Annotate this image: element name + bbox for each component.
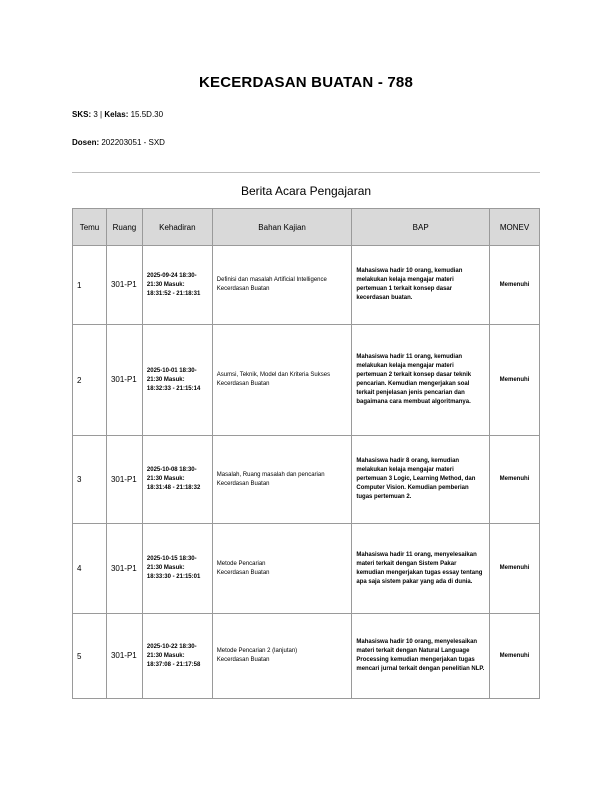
cell-bahan-kajian xyxy=(212,524,352,614)
cell-monev: Memenuhi xyxy=(490,614,540,699)
bahan-topic: Masalah, Ruang masalah dan pencarian xyxy=(216,471,325,478)
divider xyxy=(72,172,540,173)
cell-kehadiran: 2025-09-24 18:30-21:30 Masuk: 18:31:52 - 21:18:31 xyxy=(142,246,212,325)
bahan-course: Kecerdasan Buatan xyxy=(216,569,270,576)
cell-kehadiran: 2025-10-22 18:30-21:30 Masuk: 18:37:08 - 21:17:58 xyxy=(142,614,212,699)
cell-monev: Memenuhi xyxy=(490,436,540,524)
course-title: KECERDASAN BUATAN - 788 xyxy=(198,74,414,91)
cell-bap: Mahasiswa hadir 11 orang, kemudian melakukan kelaja mengajar materi pertemuan 2 terkait konsep dasar teknik pencarian. Kemudian mengerjakan soal terkait penjelasan jenis pencarian dan bagaimana cara membuat algoritmanya. xyxy=(352,325,490,436)
cell-bap: Mahasiswa hadir 8 orang, kemudian melakukan kelaja mengajar materi pertemuan 3 Logic, Learning Method, dan Computer Vision. Kemudian pemberian tugas pertemuan 2. xyxy=(352,436,490,524)
col-header-ruang: Ruang xyxy=(106,209,142,246)
cell-bap: Mahasiswa hadir 10 orang, menyelesaikan materi terkait dengan Natural Language Processing kemudian mengerjakan tugas mencari jurnal terkait dengan penelitian NLP. xyxy=(352,614,490,699)
cell-monev: Memenuhi xyxy=(490,325,540,436)
bahan-course: Kecerdasan Buatan xyxy=(216,480,270,487)
sks-kelas-line xyxy=(72,110,163,119)
col-header-bahan-kajian: Bahan Kajian xyxy=(212,209,352,246)
table-row xyxy=(73,325,540,436)
cell-ruang: 301-P1 xyxy=(106,246,142,325)
dosen-value: 202203051 - SXD xyxy=(101,138,165,147)
bap-table xyxy=(72,208,540,699)
bahan-course: Kecerdasan Buatan xyxy=(216,381,270,387)
bahan-topic: Asumsi, Teknik, Model dan Kriteria Sukses xyxy=(216,372,331,378)
cell-ruang: 301-P1 xyxy=(106,524,142,614)
col-header-temu: Temu xyxy=(73,209,107,246)
cell-ruang: 301-P1 xyxy=(106,436,142,524)
cell-kehadiran: 2025-10-01 18:30-21:30 Masuk: 18:32:33 - 21:15:14 xyxy=(142,325,212,436)
table-row xyxy=(73,436,540,524)
bahan-topic: Definisi dan masalah Artificial Intelligence xyxy=(216,277,327,283)
cell-kehadiran: 2025-10-08 18:30-21:30 Masuk: 18:31:48 - 21:18:32 xyxy=(142,436,212,524)
cell-kehadiran: 2025-10-15 18:30-21:30 Masuk: 18:33:30 - 21:15:01 xyxy=(142,524,212,614)
table-header-row xyxy=(73,209,540,246)
cell-bahan-kajian xyxy=(212,614,352,699)
cell-temu: 5 xyxy=(73,614,107,699)
cell-ruang: 301-P1 xyxy=(106,325,142,436)
cell-monev: Memenuhi xyxy=(490,524,540,614)
bahan-course: Kecerdasan Buatan xyxy=(216,657,270,663)
bahan-topic: Metode Pencarian xyxy=(216,560,266,567)
cell-temu: 3 xyxy=(73,436,107,524)
col-header-monev: MONEV xyxy=(490,209,540,246)
cell-bahan-kajian xyxy=(212,325,352,436)
col-header-kehadiran: Kehadiran xyxy=(142,209,212,246)
dosen-line xyxy=(72,138,165,147)
section-title: Berita Acara Pengajaran xyxy=(240,184,372,198)
table-row xyxy=(73,246,540,325)
cell-bap: Mahasiswa hadir 10 orang, kemudian melakukan kelaja mengajar materi pertemuan 1 terkait konsep dasar kecerdasan buatan. xyxy=(352,246,490,325)
cell-temu: 1 xyxy=(73,246,107,325)
kelas-value: 15.5D.30 xyxy=(130,110,164,119)
cell-ruang: 301-P1 xyxy=(106,614,142,699)
bahan-course: Kecerdasan Buatan xyxy=(216,286,270,292)
cell-temu: 2 xyxy=(73,325,107,436)
cell-bap: Mahasiswa hadir 11 orang, menyelesaikan materi terkait dengan Sistem Pakar kemudian mengerjakan tugas essay tentang apa saja sistem pakar yang ada di dunia. xyxy=(352,524,490,614)
cell-bahan-kajian xyxy=(212,436,352,524)
kelas-label: Kelas: xyxy=(104,110,129,119)
sks-value: 3 xyxy=(93,110,98,119)
cell-monev: Memenuhi xyxy=(490,246,540,325)
bahan-topic: Metode Pencarian 2 (lanjutan) xyxy=(216,648,298,654)
table-row xyxy=(73,524,540,614)
cell-temu: 4 xyxy=(73,524,107,614)
table-row xyxy=(73,614,540,699)
col-header-bap: BAP xyxy=(352,209,490,246)
dosen-label: Dosen: xyxy=(72,138,100,147)
separator: | xyxy=(100,110,103,119)
sks-label: SKS: xyxy=(72,110,92,119)
cell-bahan-kajian xyxy=(212,246,352,325)
